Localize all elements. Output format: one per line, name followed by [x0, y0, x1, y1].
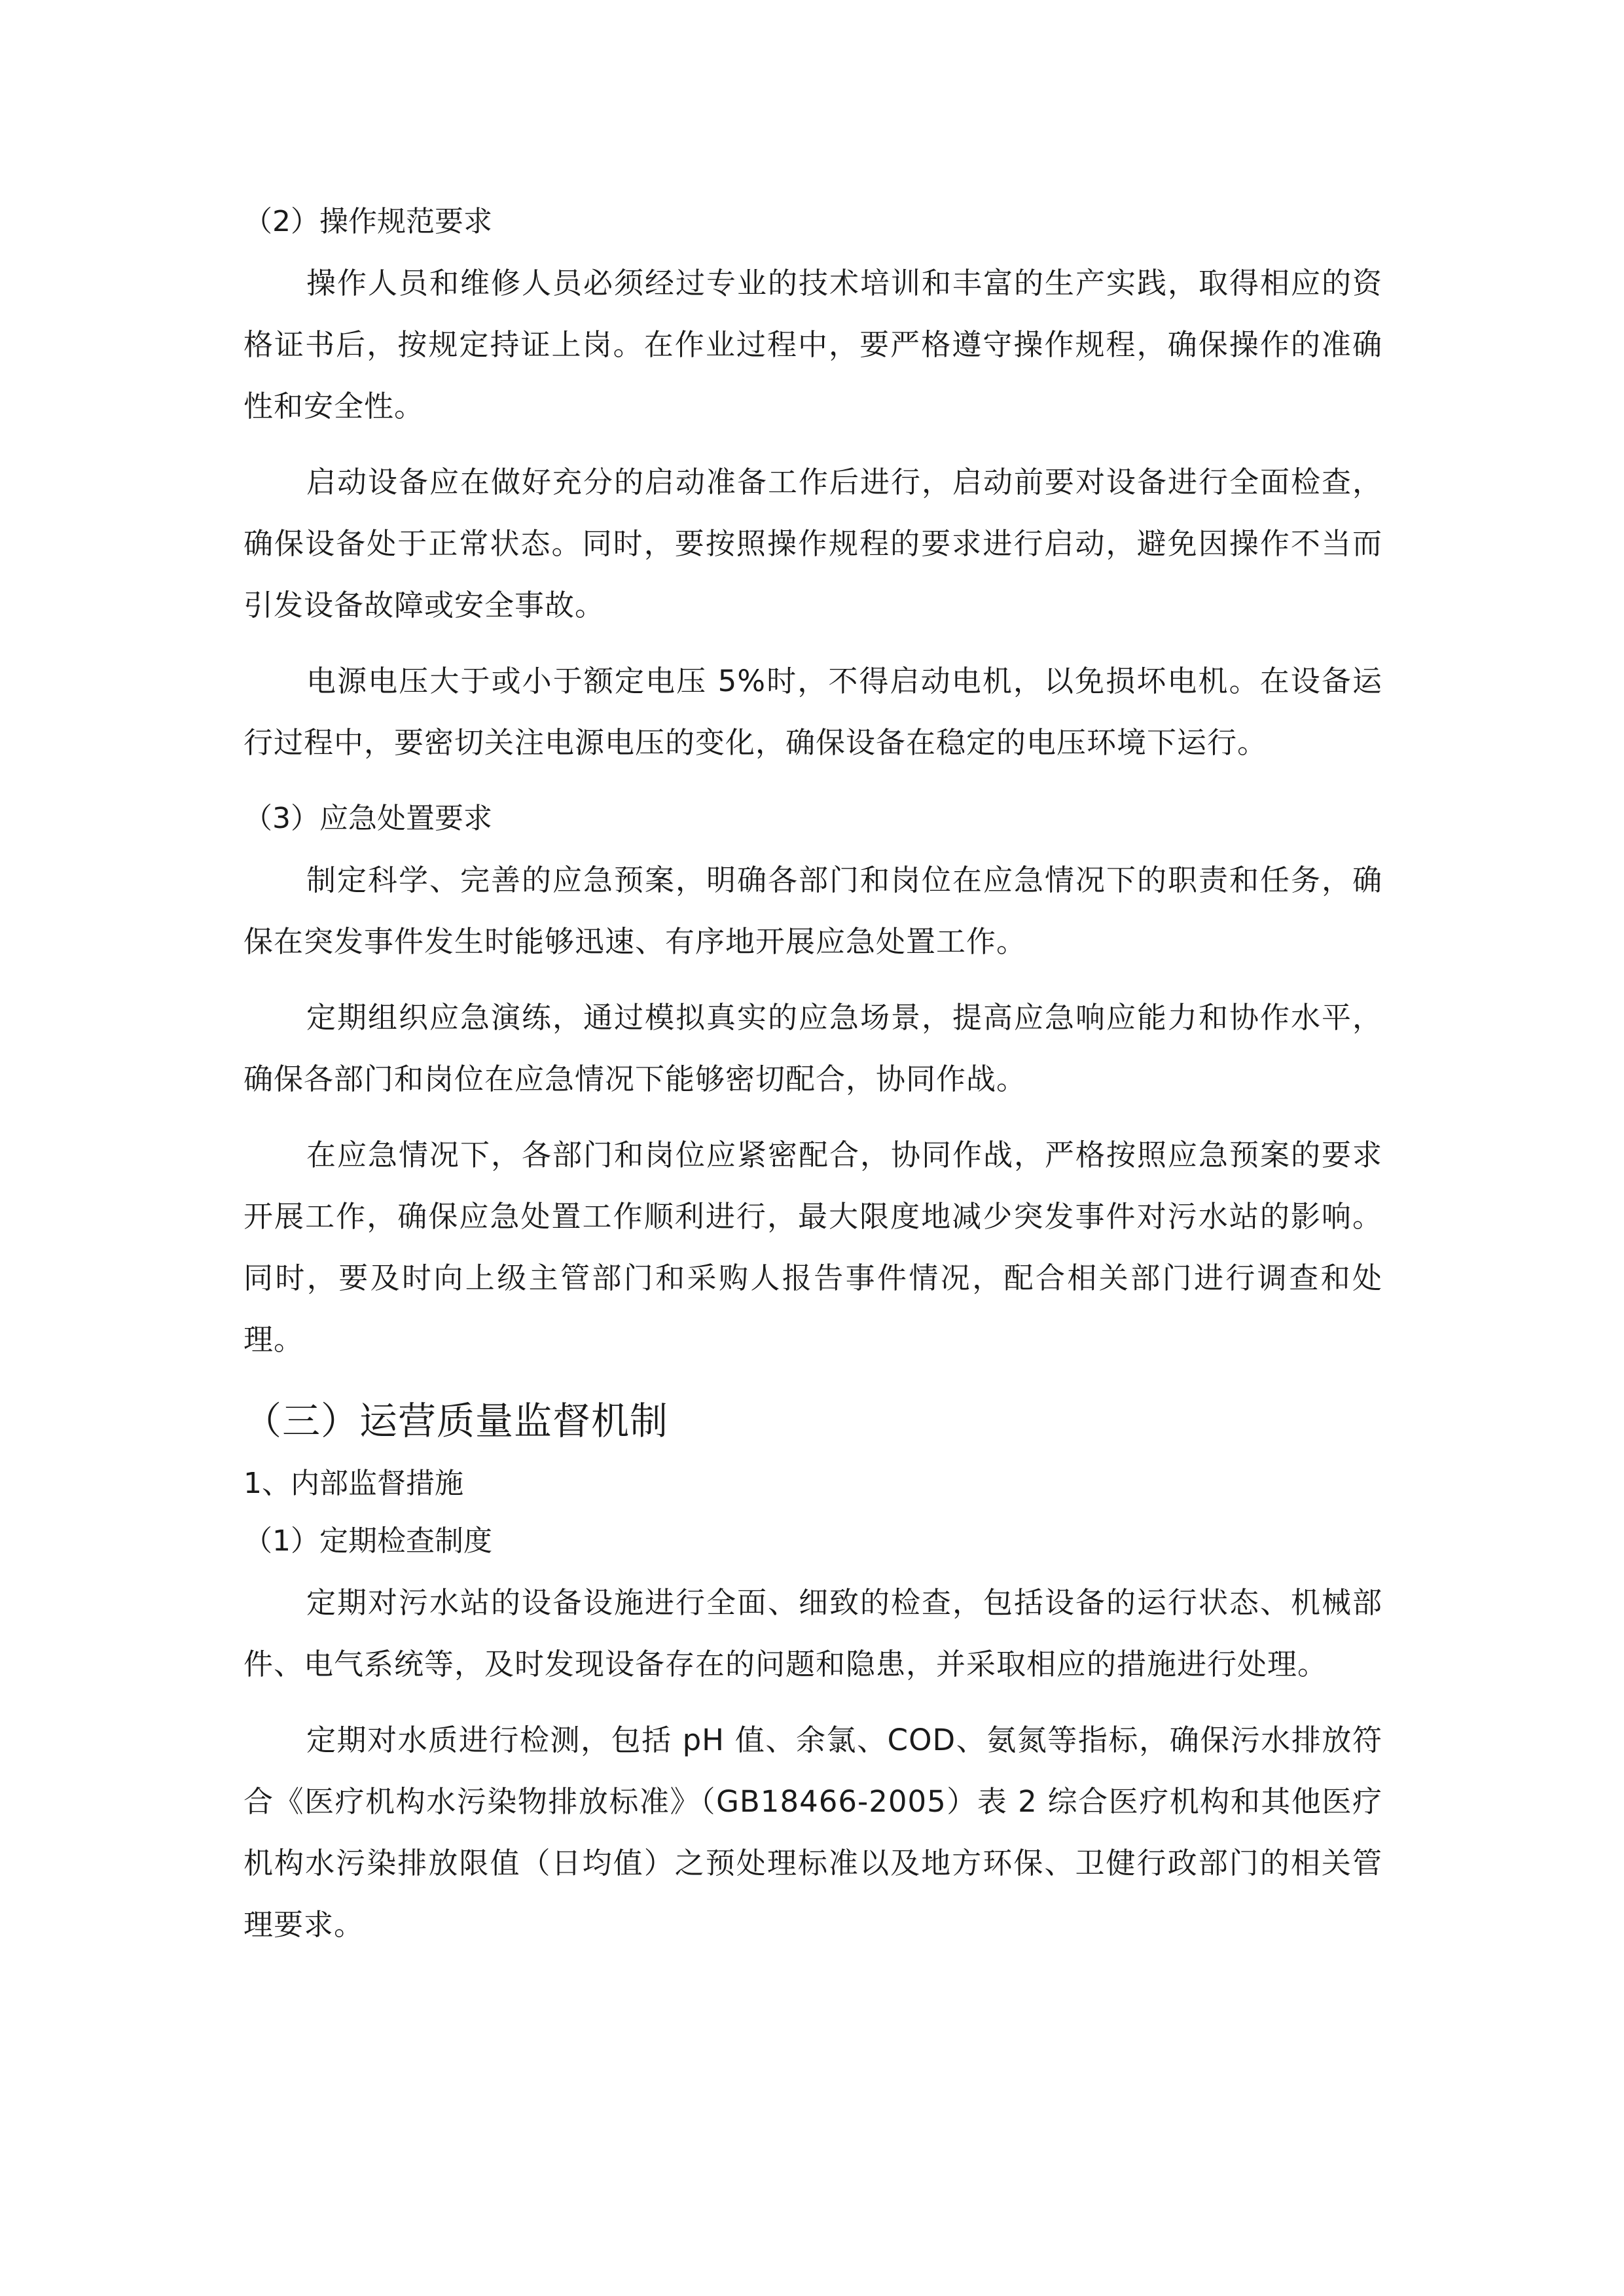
subheading-regular-inspection: （1）定期检查制度: [244, 1524, 492, 1558]
subheading-operation-spec: （2）操作规范要求: [244, 205, 492, 238]
paragraph-operation-2: 启动设备应在做好充分的启动准备工作后进行，启动前要对设备进行全面检查，确保设备处于正常状态。同时，要按照操作规程的要求进行启动，避免因操作不当而引发设备故障或安全事故。: [244, 465, 1382, 622]
paragraph-operation-1: 操作人员和维修人员必须经过专业的技术培训和丰富的生产实践，取得相应的资格证书后，按规定持证上岗。在作业过程中，要严格遵守操作规程，确保操作的准确性和安全性。: [244, 266, 1382, 423]
paragraph-emergency-1: 制定科学、完善的应急预案，明确各部门和岗位在应急情况下的职责和任务，确保在突发事件发生时能够迅速、有序地开展应急处置工作。: [244, 863, 1382, 959]
paragraph-emergency-2: 定期组织应急演练，通过模拟真实的应急场景，提高应急响应能力和协作水平，确保各部门和岗位在应急情况下能够密切配合，协同作战。: [244, 1000, 1382, 1096]
document-body: [244, 191, 1382, 1956]
section-heading-quality-supervision: （三）运营质量监督机制: [244, 1399, 669, 1443]
subheading-emergency: （3）应急处置要求: [244, 802, 492, 835]
paragraph-inspection-1: 定期对污水站的设备设施进行全面、细致的检查，包括设备的运行状态、机械部件、电气系统等，及时发现设备存在的问题和隐患，并采取相应的措施进行处理。: [244, 1585, 1382, 1681]
paragraph-operation-3: 电源电压大于或小于额定电压 5%时，不得启动电机，以免损坏电机。在设备运行过程中，要密切关注电源电压的变化，确保设备在稳定的电压环境下运行。: [244, 664, 1382, 760]
heading-internal-supervision: 1、内部监督措施: [244, 1467, 463, 1500]
paragraph-inspection-2: 定期对水质进行检测，包括 pH 值、余氯、COD、氨氮等指标，确保污水排放符合《医疗机构水污染物排放标准》（GB18466-2005）表 2 综合医疗机构和其他医疗机构水污染排放限值（日均值）之预处理标准以及地方环保、卫健行政部门的相关管理要求。: [244, 1723, 1382, 1942]
paragraph-emergency-3: 在应急情况下，各部门和岗位应紧密配合，协同作战，严格按照应急预案的要求开展工作，确保应急处置工作顺利进行，最大限度地减少突发事件对污水站的影响。同时，要及时向上级主管部门和采购人报告事件情况，配合相关部门进行调查和处理。: [244, 1138, 1382, 1357]
